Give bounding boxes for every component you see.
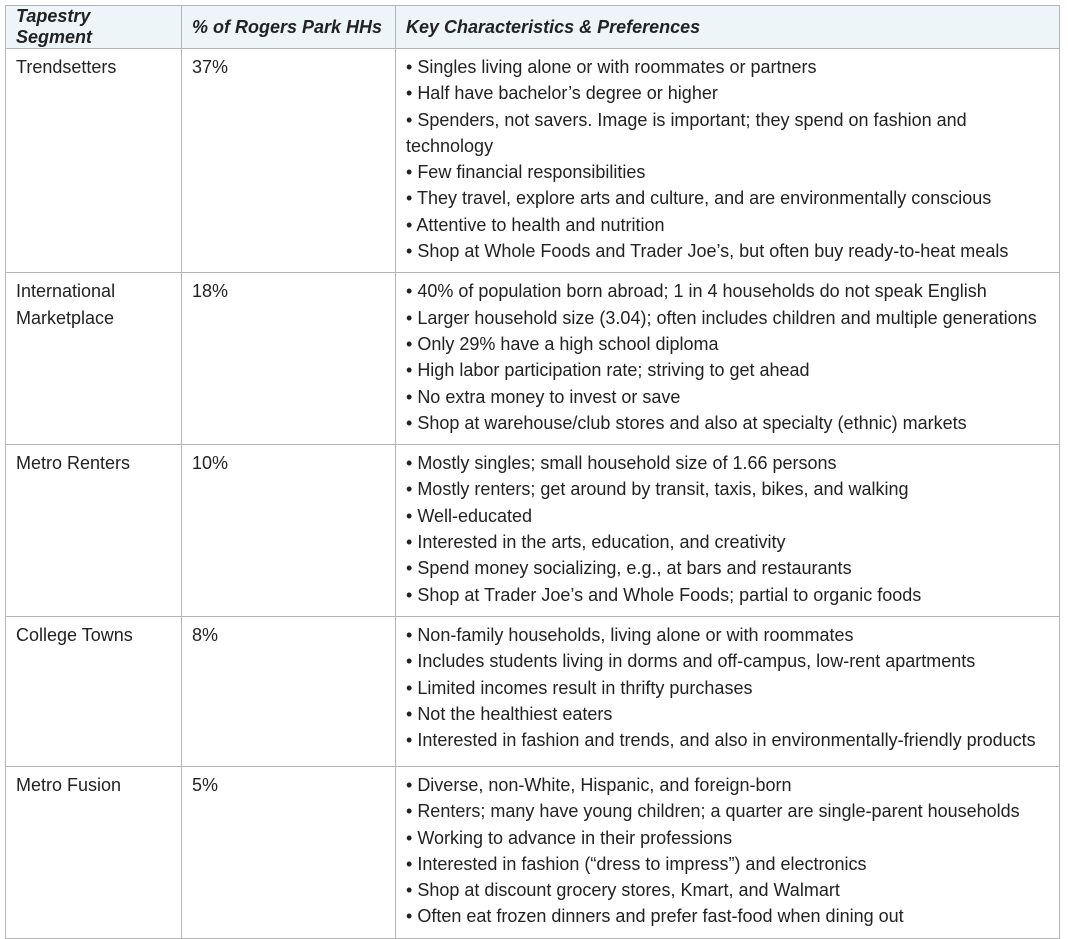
characteristics-cell: [396, 766, 1060, 938]
characteristic-item: • Not the healthiest eaters: [406, 701, 1049, 727]
characteristics-cell: [396, 273, 1060, 445]
table-row: [6, 766, 1060, 938]
characteristic-item: • Singles living alone or with roommates or partners: [406, 54, 1049, 80]
characteristic-item: • Includes students living in dorms and off-campus, low-rent apartments: [406, 648, 1049, 674]
header-segment: Tapestry Segment: [6, 6, 182, 49]
characteristic-item: • Shop at discount grocery stores, Kmart, and Walmart: [406, 877, 1049, 903]
segment-name: College Towns: [6, 616, 182, 766]
characteristics-cell: [396, 49, 1060, 273]
characteristic-item: • Renters; many have young children; a quarter are single-parent households: [406, 798, 1049, 824]
characteristics-list: [406, 622, 1049, 753]
characteristics-list: [406, 772, 1049, 930]
segment-name: Metro Fusion: [6, 766, 182, 938]
characteristic-item: • Shop at Whole Foods and Trader Joe’s, but often buy ready-to-heat meals: [406, 238, 1049, 264]
characteristic-item: • High labor participation rate; striving to get ahead: [406, 357, 1049, 383]
table-row: [6, 49, 1060, 273]
characteristic-item: • Mostly renters; get around by transit, taxis, bikes, and walking: [406, 476, 1049, 502]
characteristics-cell: [396, 445, 1060, 617]
characteristic-item: • Mostly singles; small household size of 1.66 persons: [406, 450, 1049, 476]
characteristic-item: • Limited incomes result in thrifty purchases: [406, 675, 1049, 701]
characteristic-item: • Diverse, non-White, Hispanic, and foreign-born: [406, 772, 1049, 798]
characteristic-item: • No extra money to invest or save: [406, 384, 1049, 410]
household-percent: 8%: [182, 616, 396, 766]
characteristics-cell: [396, 616, 1060, 766]
household-percent: 5%: [182, 766, 396, 938]
header-characteristics: Key Characteristics & Preferences: [396, 6, 1060, 49]
characteristic-item: • 40% of population born abroad; 1 in 4 households do not speak English: [406, 278, 1049, 304]
header-percent: % of Rogers Park HHs: [182, 6, 396, 49]
characteristic-item: • Attentive to health and nutrition: [406, 212, 1049, 238]
characteristic-item: • Few financial responsibilities: [406, 159, 1049, 185]
characteristic-item: • Often eat frozen dinners and prefer fast-food when dining out: [406, 903, 1049, 929]
segment-name: Metro Renters: [6, 445, 182, 617]
segment-name: International Marketplace: [6, 273, 182, 445]
table-row: [6, 616, 1060, 766]
characteristic-item: • Working to advance in their professions: [406, 825, 1049, 851]
characteristic-item: • Interested in fashion (“dress to impress”) and electronics: [406, 851, 1049, 877]
table-row: [6, 445, 1060, 617]
characteristic-item: • Interested in the arts, education, and creativity: [406, 529, 1049, 555]
household-percent: 37%: [182, 49, 396, 273]
household-percent: 18%: [182, 273, 396, 445]
characteristic-item: • Well-educated: [406, 503, 1049, 529]
characteristics-list: [406, 278, 1049, 436]
household-percent: 10%: [182, 445, 396, 617]
segment-name: Trendsetters: [6, 49, 182, 273]
characteristic-item: • Only 29% have a high school diploma: [406, 331, 1049, 357]
table-row: [6, 273, 1060, 445]
characteristic-item: • Half have bachelor’s degree or higher: [406, 80, 1049, 106]
characteristic-item: • Shop at warehouse/club stores and also at specialty (ethnic) markets: [406, 410, 1049, 436]
characteristic-item: • Interested in fashion and trends, and also in environmentally-friendly products: [406, 727, 1049, 753]
characteristic-item: • Shop at Trader Joe’s and Whole Foods; partial to organic foods: [406, 582, 1049, 608]
header-row: [6, 6, 1060, 49]
characteristic-item: • Spenders, not savers. Image is important; they spend on fashion and technology: [406, 107, 1049, 160]
characteristic-item: • Spend money socializing, e.g., at bars and restaurants: [406, 555, 1049, 581]
characteristics-list: [406, 54, 1049, 264]
tapestry-segments-table: [5, 5, 1060, 939]
characteristics-list: [406, 450, 1049, 608]
characteristic-item: • They travel, explore arts and culture, and are environmentally conscious: [406, 185, 1049, 211]
characteristic-item: • Non-family households, living alone or with roommates: [406, 622, 1049, 648]
characteristic-item: • Larger household size (3.04); often includes children and multiple generations: [406, 305, 1049, 331]
